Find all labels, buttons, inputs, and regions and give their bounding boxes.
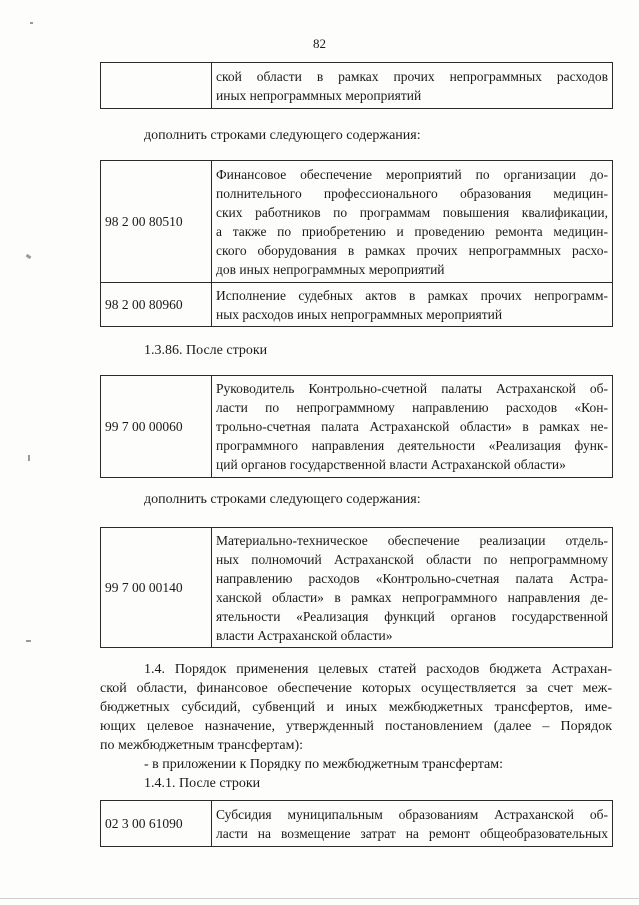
table-row [101, 528, 613, 648]
description-line: ского оборудования в рамках прочих непрограммных расхо- [216, 242, 608, 258]
budget-code-cell: 99 7 00 00140 [101, 528, 212, 648]
description-line: ных полномочий Астраханской области по непрограммному [216, 551, 608, 567]
scan-speck [26, 640, 31, 642]
description-line: Субсидия муниципальным образованиям Астраханской об- [216, 806, 608, 822]
description-line: а также по приобретению и проведению ремонта медицин- [216, 223, 608, 239]
paragraph-line: 1.4. Порядок применения целевых статей расходов бюджета Астрахан- [144, 662, 612, 677]
table-row [101, 63, 613, 109]
scan-speck [28, 455, 30, 461]
section-heading: 1.3.86. После строки [144, 343, 268, 358]
description-line: ских работников по программам повышения квалификации, [216, 204, 608, 220]
description-cell [212, 283, 613, 327]
table-added-rows [100, 160, 613, 327]
description-line: направлению расходов «Контрольно-счетная палата Астра- [216, 570, 608, 586]
description-line: ской области в рамках прочих непрограммных расходов [216, 68, 608, 84]
table-row [101, 283, 613, 327]
description-line: ций органов государственной власти Астраханской области» [216, 457, 566, 472]
table-after-row [100, 375, 613, 478]
description-line: Исполнение судебных актов в рамках прочих непрограмм- [216, 287, 608, 303]
description-line: Финансовое обеспечение мероприятий по организации до- [216, 166, 608, 182]
paragraph-line: ющих целевое назначение, утвержденный постановлением (далее – Порядок [100, 719, 612, 734]
description-line: Материально-техническое обеспечение реализации отдель- [216, 532, 608, 548]
description-line: ласти по непрограммному направлению расходов «Кон- [216, 400, 608, 415]
description-line: ханской области» в рамках непрограммного направления де- [216, 589, 608, 605]
budget-code-cell: 99 7 00 00060 [101, 376, 212, 478]
description-line: ласти на возмещение затрат на ремонт общеобразовательных [216, 825, 608, 841]
description-line: трольно-счетная палата Астраханской области» в рамках не- [216, 419, 608, 434]
paragraph-line: бюджетных субсидий, субвенций и иных межбюджетных трансфертов, име- [100, 700, 612, 715]
description-line: программного направления деятельности «Реализация функ- [216, 438, 608, 453]
budget-code-cell: 98 2 00 80510 [101, 161, 212, 283]
description-line: иных непрограммных мероприятий [216, 87, 422, 103]
description-line: полнительного профессионального образования медицин- [216, 185, 608, 201]
description-line: ных расходов иных непрограммных мероприятий [216, 306, 503, 322]
description-line: власти Астраханской области» [216, 627, 393, 643]
budget-code-cell: 98 2 00 80960 [101, 283, 212, 327]
description-line: дов иных непрограммных мероприятий [216, 261, 445, 277]
table-added-rows [100, 527, 613, 648]
table-bottom [100, 800, 613, 847]
appendix-instruction: - в приложении к Порядку по межбюджетным трансфертам: [144, 757, 504, 772]
description-line: Руководитель Контрольно-счетной палаты Астраханской об- [216, 381, 608, 396]
table-row [101, 161, 613, 283]
paragraph-line: ской области, финансовое обеспечение которых осуществляется за счет меж- [100, 681, 612, 696]
description-cell [212, 528, 613, 648]
supplement-instruction: дополнить строками следующего содержания: [144, 128, 421, 143]
table-row [101, 376, 613, 478]
paragraph-line: по межбюджетным трансфертам): [100, 738, 304, 753]
scan-bottom-edge [0, 898, 639, 899]
scan-speck [30, 22, 33, 24]
description-cell [212, 801, 613, 847]
description-cell [212, 63, 613, 109]
budget-code-cell: 02 3 00 61090 [101, 801, 212, 847]
table-continuation [100, 62, 613, 109]
paragraph-1-4 [100, 660, 612, 755]
page-number: 82 [313, 36, 326, 51]
description-cell [212, 376, 613, 478]
table-row [101, 801, 613, 847]
description-line: ятельности «Реализация функций органов государственной [216, 608, 608, 624]
section-heading: 1.4.1. После строки [144, 776, 261, 791]
budget-code-cell [101, 63, 212, 109]
supplement-instruction: дополнить строками следующего содержания: [144, 492, 421, 507]
description-cell [212, 161, 613, 283]
scan-speck [26, 254, 32, 259]
